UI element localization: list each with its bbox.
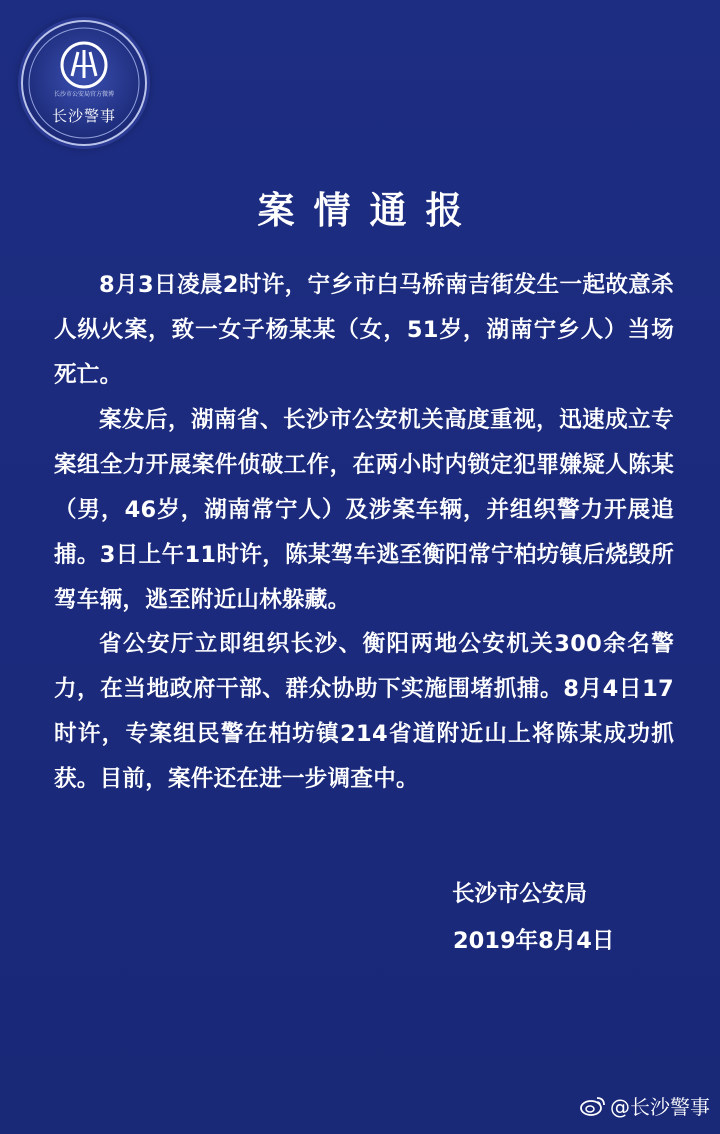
logo-name: 长沙警事 bbox=[51, 107, 116, 125]
notice-title: 案情通报 bbox=[257, 188, 482, 232]
logo-subtext: 长沙市公安局官方微博 bbox=[53, 91, 114, 98]
police-logo bbox=[21, 20, 147, 146]
notice-paragraph: 案发后，湖南省、长沙市公安机关高度重视，迅速成立专案组全力开展案件侦破工作，在两小时内锁定犯罪嫌疑人陈某（男，46岁，湖南常宁人）及涉案车辆，并组织警力开展追捕。3日上午11时许，陈某驾车逃至衡阳常宁柏坊镇后烧毁所驾车辆，逃至附近山林躲藏。 bbox=[54, 407, 674, 613]
notice-paragraph: 8月3日凌晨2时许，宁乡市白马桥南吉街发生一起故意杀人纵火案，致一女子杨某某（女，51岁，湖南宁乡人）当场死亡。 bbox=[54, 272, 674, 388]
signature-org: 长沙市公安局 bbox=[452, 881, 588, 907]
notice-paragraph: 省公安厅立即组织长沙、衡阳两地公安机关300余名警力，在当地政府干部、群众协助下实施围堵抓捕。8月4日17时许，专案组民警在柏坊镇214省道附近山上将陈某成功抓获。目前，案件还在进一步调查中。 bbox=[54, 631, 674, 792]
watermark-text: @长沙警事 bbox=[610, 1095, 710, 1119]
weibo-watermark bbox=[580, 1091, 710, 1120]
signature-date: 2019年8月4日 bbox=[453, 928, 615, 954]
weibo-icon bbox=[580, 1095, 606, 1117]
